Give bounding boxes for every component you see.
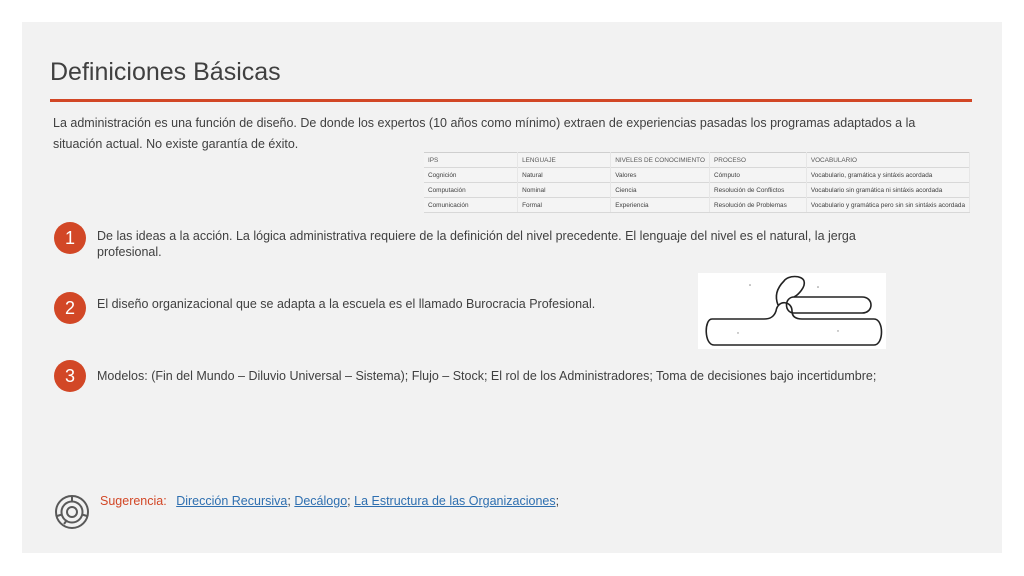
link-direccion-recursiva[interactable]: Dirección Recursiva [176, 494, 288, 508]
link-separator: ; [287, 494, 291, 508]
table-header-row [424, 153, 970, 168]
table-header: NIVELES DE CONOCIMIENTO [611, 153, 710, 168]
item-text: De las ideas a la acción. La lógica administrativa requiere de la definición del nivel precedente. El lenguaje del nivel es el natural, la jerga profesional. [97, 229, 856, 259]
item-text: El diseño organizacional que se adapta a la escuela es el llamado Burocracia Profesional. [97, 297, 596, 311]
table-cell: Ciencia [611, 183, 710, 198]
item-number-badge: 1 [54, 222, 86, 254]
table-cell: Vocabulario, gramática y sintáxis acordada [806, 168, 969, 183]
link-separator: ; [347, 494, 351, 508]
sketch-drawing [698, 273, 886, 349]
item-number-badge: 2 [54, 292, 86, 324]
table-row [424, 183, 970, 198]
table-cell: Vocabulario sin gramática ni sintáxis acordada [806, 183, 969, 198]
table-cell: Natural [518, 168, 611, 183]
table-cell: Computación [424, 183, 518, 198]
table-cell: Nominal [518, 183, 611, 198]
table-cell: Cognición [424, 168, 518, 183]
suggestion-line [100, 494, 559, 508]
table-header: IPS [424, 153, 518, 168]
intro-paragraph: La administración es una función de diseño. De donde los expertos (10 años como mínimo) extraen de experiencias pasadas los programas adaptados a la situación actual. No existe garantía de éxito. [53, 116, 916, 151]
link-decalogo[interactable]: Decálogo [294, 494, 348, 508]
table-cell: Cómputo [709, 168, 806, 183]
table-cell: Resolución de Problemas [709, 198, 806, 213]
item-text: Modelos: (Fin del Mundo – Diluvio Universal – Sistema); Flujo – Stock; El rol de los Administradores; Toma de decisiones bajo incertidumbre; [97, 369, 877, 383]
slide-title: Definiciones Básicas [50, 58, 281, 86]
definitions-table [424, 152, 970, 213]
table-row [424, 198, 970, 213]
target-circle-icon [54, 494, 90, 530]
table-cell: Resolución de Conflictos [709, 183, 806, 198]
table-cell: Formal [518, 198, 611, 213]
slide [22, 22, 1002, 553]
flow-stock-sketch-image [698, 273, 886, 349]
table-cell: Experiencia [611, 198, 710, 213]
item-number-badge: 3 [54, 360, 86, 392]
table-cell: Comunicación [424, 198, 518, 213]
table-cell: Valores [611, 168, 710, 183]
table-row [424, 168, 970, 183]
link-estructura-organizaciones[interactable]: La Estructura de las Organizaciones [354, 494, 556, 508]
table-cell: Vocabulario y gramática pero sin sin sintáxis acordada [806, 198, 969, 213]
table-header: PROCESO [709, 153, 806, 168]
table-header: LENGUAJE [518, 153, 611, 168]
link-separator: ; [555, 494, 560, 508]
title-underline [50, 99, 972, 102]
suggestion-label: Sugerencia: [100, 494, 167, 508]
table-header: VOCABULARIO [806, 153, 969, 168]
